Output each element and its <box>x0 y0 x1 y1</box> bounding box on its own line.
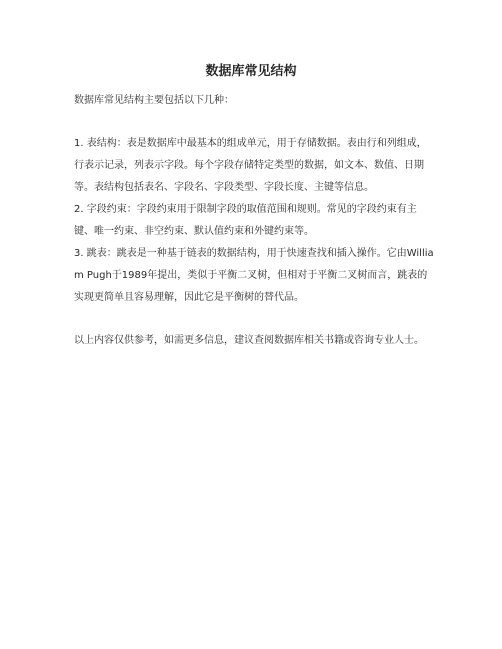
item-skip-list: 3. 跳表：跳表是一种基于链表的数据结构，用于快速查找和插入操作。它由William Pugh于1989年提出，类似于平衡二叉树，但相对于平衡二叉树而言，跳表的实现更简单且容易理解，因此它是平衡树的替代品。 <box>74 248 434 303</box>
document-body <box>74 90 436 352</box>
paragraph-gap <box>74 309 436 330</box>
item-field-constraints: 2. 字段约束：字段约束用于限制字段的取值范围和规则。常见的字段约束有主键、唯一约束、非空约束、默认值约束和外键约束等。 <box>74 204 417 237</box>
document-title: 数据库常见结构 <box>205 64 297 79</box>
paragraph-gap <box>74 112 436 133</box>
intro-paragraph: 数据库常见结构主要包括以下几种： <box>74 95 234 106</box>
item-table-structure: 1. 表结构：表是数据库中最基本的组成单元，用于存储数据。表由行和列组成，行表示记录，列表示字段。每个字段存储特定类型的数据，如文本、数值、日期等。表结构包括表名、字段名、字段类型、字段长度、主键等信息。 <box>74 138 427 193</box>
closing-paragraph: 以上内容仅供参考，如需更多信息，建议查阅数据库相关书籍或咨询专业人士。 <box>74 335 424 346</box>
